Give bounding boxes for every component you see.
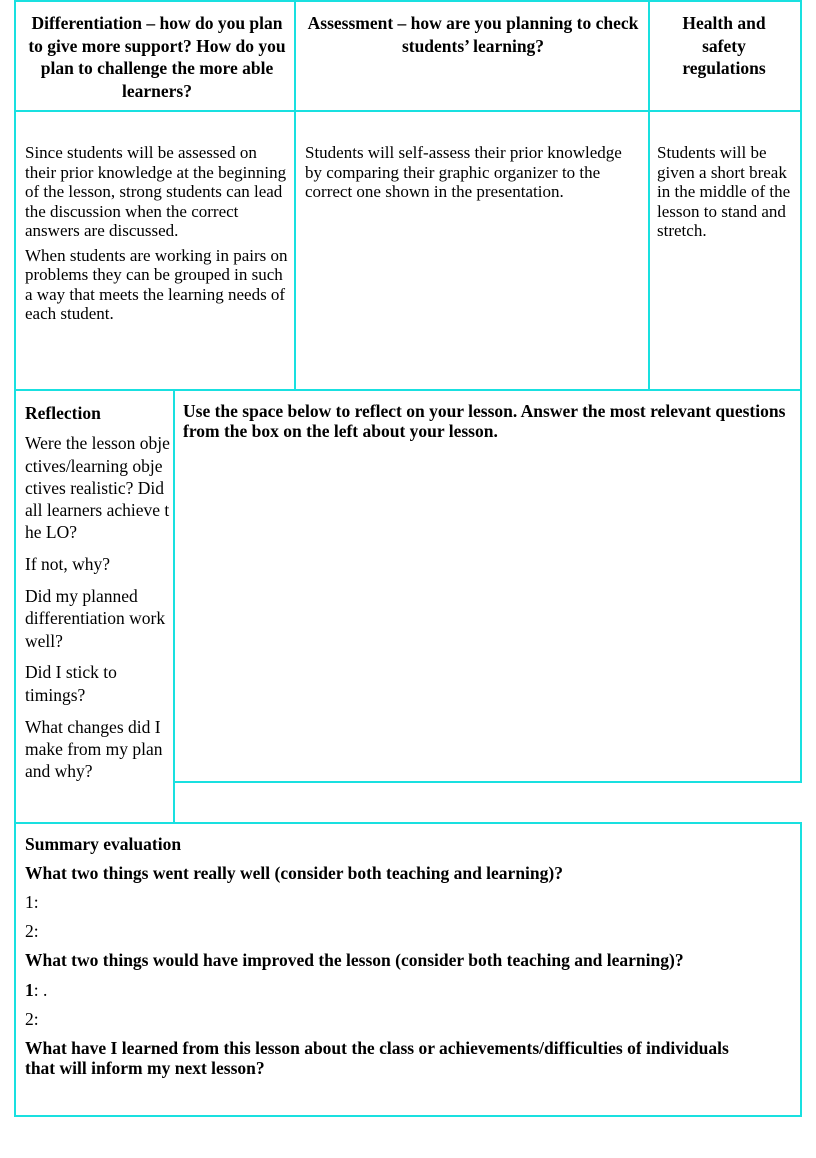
column-divider-1 <box>294 0 296 391</box>
learned-question: What have I learned from this lesson about the class or achievements/difficulties of individuals that will inform my next lesson? <box>25 1038 729 1078</box>
health-safety-content <box>657 143 795 246</box>
reflection-question: Were the lesson objectives/learning objectives realistic? Did all learners achieve the LO? <box>25 433 170 543</box>
differentiation-header: Differentiation – how do you plan to give more support? How do you plan to challenge the more able learners? <box>28 13 286 101</box>
went-well-1: 1: <box>25 892 39 912</box>
improved-question: What two things would have improved the lesson (consider both teaching and learning)? <box>25 950 684 970</box>
column-divider-2 <box>648 0 650 391</box>
reflection-right-border <box>800 390 802 783</box>
assessment-paragraph: Students will self-assess their prior knowledge by comparing their graphic organizer to the correct one shown in the presentation. <box>305 143 622 201</box>
header-divider <box>14 110 802 112</box>
improved-2: 2: <box>25 1009 39 1029</box>
reflection-title: Reflection <box>25 403 101 423</box>
improved-1-text: : . <box>33 980 48 1000</box>
health-safety-header: Health and safety regulations <box>682 13 766 78</box>
summary-title: Summary evaluation <box>25 834 182 854</box>
reflection-answer-area[interactable] <box>176 445 798 779</box>
went-well-question: What two things went really well (consider both teaching and learning)? <box>25 863 563 883</box>
assessment-content <box>305 143 635 207</box>
reflection-left-border <box>14 390 16 824</box>
differentiation-paragraph: When students are working in pairs on problems they can be grouped in such a way that meets the learning needs of each student. <box>25 245 288 323</box>
assessment-header: Assessment – how are you planning to check students’ learning? <box>307 13 639 56</box>
reflection-instruction: Use the space below to reflect on your lesson. Answer the most relevant questions from the box on the left about your lesson. <box>183 401 786 441</box>
improved-1 <box>25 980 47 1000</box>
went-well-2: 2: <box>25 921 39 941</box>
reflection-question: What changes did I make from my plan and why? <box>25 716 163 782</box>
reflection-question: If not, why? <box>25 554 111 575</box>
improved-1-number: 1 <box>25 980 34 1000</box>
reflection-question: Did I stick to timings? <box>25 662 117 705</box>
reflection-question: Did my planned differentiation work well? <box>25 586 166 651</box>
reflection-divider <box>173 390 175 824</box>
differentiation-content <box>25 143 289 329</box>
differentiation-paragraph: Since students will be assessed on their prior knowledge at the beginning of the lesson, strong students can lead the discussion when the correct answers are discussed. <box>25 143 287 240</box>
health-safety-paragraph: Students will be given a short break in the middle of the lesson to stand and stretch. <box>657 143 791 240</box>
reflection-questions <box>25 402 170 792</box>
reflection-answer-bottom <box>173 781 802 783</box>
